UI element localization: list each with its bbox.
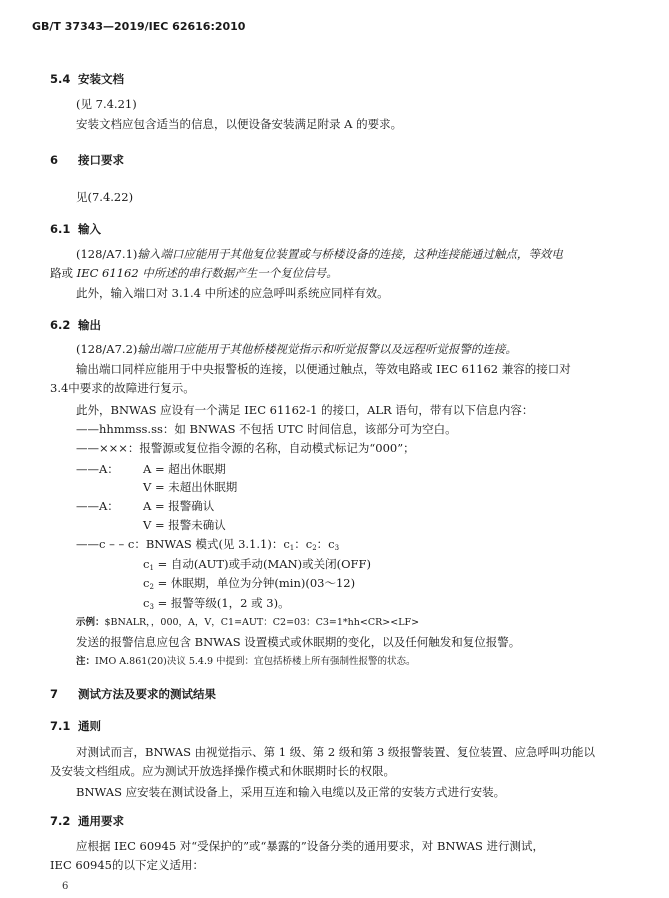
page-number: 6 <box>62 881 69 892</box>
section-title: 通则 <box>78 719 101 733</box>
section-6-2-para4: 发送的报警信息应包含 BNWAS 设置模式或休眠期的变化，以及任何触发和复位报警。 <box>76 635 521 649</box>
section-number: 6.1 <box>50 222 71 236</box>
dash-item-a1-lead: ——A： <box>76 462 119 476</box>
section-6-1-para1-line2: 路或 IEC 61162 中所述的串行数据产生一个复位信号。 <box>50 266 338 280</box>
section-7-heading <box>50 686 216 702</box>
dash-item-a2-lead: ——A： <box>76 499 119 513</box>
section-6-2-para3: 此外，BNWAS 应设有一个满足 IEC 61162-1 的接口，ALR 语句，带有以下信息内容： <box>76 403 534 417</box>
section-number: 7.2 <box>50 814 71 828</box>
a1-value-v: V = 未超出休眠期 <box>143 480 238 494</box>
section-6-1-para2: 此外，输入端口对 3.1.4 中所述的应急呼叫系统应同样有效。 <box>76 286 389 300</box>
section-6-heading <box>50 152 124 168</box>
dash-item-source: ——×××：报警源或复位指令源的名称，自动模式标记为“000”； <box>76 441 415 455</box>
section-title: 测试方法及要求的测试结果 <box>78 687 216 701</box>
section-6-2-heading <box>50 317 101 333</box>
section-7-1-para2: BNWAS 应安装在测试设备上，采用互连和输入电缆以及正常的安装方式进行安装。 <box>76 785 506 799</box>
section-6-2-para1: (128/A7.2)输出端口应能用于其他桥楼视觉指示和听觉报警以及远程听觉报警的连接。 <box>76 342 517 356</box>
section-5-4-heading <box>50 71 124 87</box>
section-7-1-heading <box>50 718 101 734</box>
section-number: 7.1 <box>50 719 71 733</box>
section-number: 5.4 <box>50 72 71 86</box>
section-title: 输入 <box>78 222 101 236</box>
c1-definition: $c_1$ = 自动(AUT)或手动(MAN)或关闭(OFF) <box>143 557 371 572</box>
c2-definition: $c_2$ = 休眠期，单位为分钟(min)(03～12) <box>143 576 356 591</box>
section-7-2-para1-line1: 应根据 IEC 60945 对“受保护的”或“暴露的”设备分类的通用要求，对 BNWAS 进行测试， <box>76 839 545 853</box>
section-5-4-ref: (见 7.4.21) <box>76 97 137 111</box>
section-number: 6.2 <box>50 318 71 332</box>
dash-item-c-mode: ——c – – c：BNWAS 模式(见 3.1.1)：$c_1$：$c_2$：$c_3$ <box>76 537 340 552</box>
section-title: 通用要求 <box>78 814 124 828</box>
section-6-2-para2-line2: 3.4中要求的故障进行复示。 <box>50 381 195 395</box>
section-6-ref: 见(7.4.22) <box>76 190 134 204</box>
a1-value-a: A = 超出休眠期 <box>143 462 226 476</box>
note-line: 注：IMO A.861(20)决议 5.4.9 中提到：宜包括桥楼上所有强制性报警的状态。 <box>76 656 416 667</box>
section-title: 输出 <box>78 318 101 332</box>
a2-value-a: A = 报警确认 <box>143 499 215 513</box>
example-line: 示例：$BNALR，，000，A，V，C1=AUT：C2=03：C3=1*hh<CR><LF> <box>76 617 420 628</box>
section-6-1-para1-line1: (128/A7.1)输入端口应能用于其他复位装置或与桥楼设备的连接，这种连接能通过触点，等效电 <box>76 247 563 261</box>
c3-definition: $c_3$ = 报警等级(1，2 或 3)。 <box>143 596 290 611</box>
section-7-2-heading <box>50 813 124 829</box>
section-7-1-para1-line1: 对测试而言，BNWAS 由视觉指示、第 1 级、第 2 级和第 3 级报警装置、复位装置、应急呼叫功能以 <box>76 745 595 759</box>
standard-header: GB/T 37343—2019/IEC 62616:2010 <box>32 20 246 33</box>
section-number: 7 <box>50 687 59 701</box>
section-6-2-para2-line1: 输出端口同样应能用于中央报警板的连接，以便通过触点，等效电路或 IEC 61162 兼容的接口对 <box>76 362 571 376</box>
dash-item-hhmmss: ——hhmmss.ss：如 BNWAS 不包括 UTC 时间信息，该部分可为空白。 <box>76 422 457 436</box>
section-5-4-body: 安装文档应包含适当的信息，以便设备安装满足附录 A 的要求。 <box>76 117 403 131</box>
section-title: 接口要求 <box>78 153 124 167</box>
section-number: 6 <box>50 153 59 167</box>
section-title: 安装文档 <box>78 72 124 86</box>
section-6-1-heading <box>50 221 101 237</box>
section-7-2-para1-line2: IEC 60945的以下定义适用： <box>50 858 204 872</box>
a2-value-v: V = 报警未确认 <box>143 518 226 532</box>
section-7-1-para1-line2: 及安装文档组成。应为测试开放选择操作模式和休眠期时长的权限。 <box>50 764 395 778</box>
